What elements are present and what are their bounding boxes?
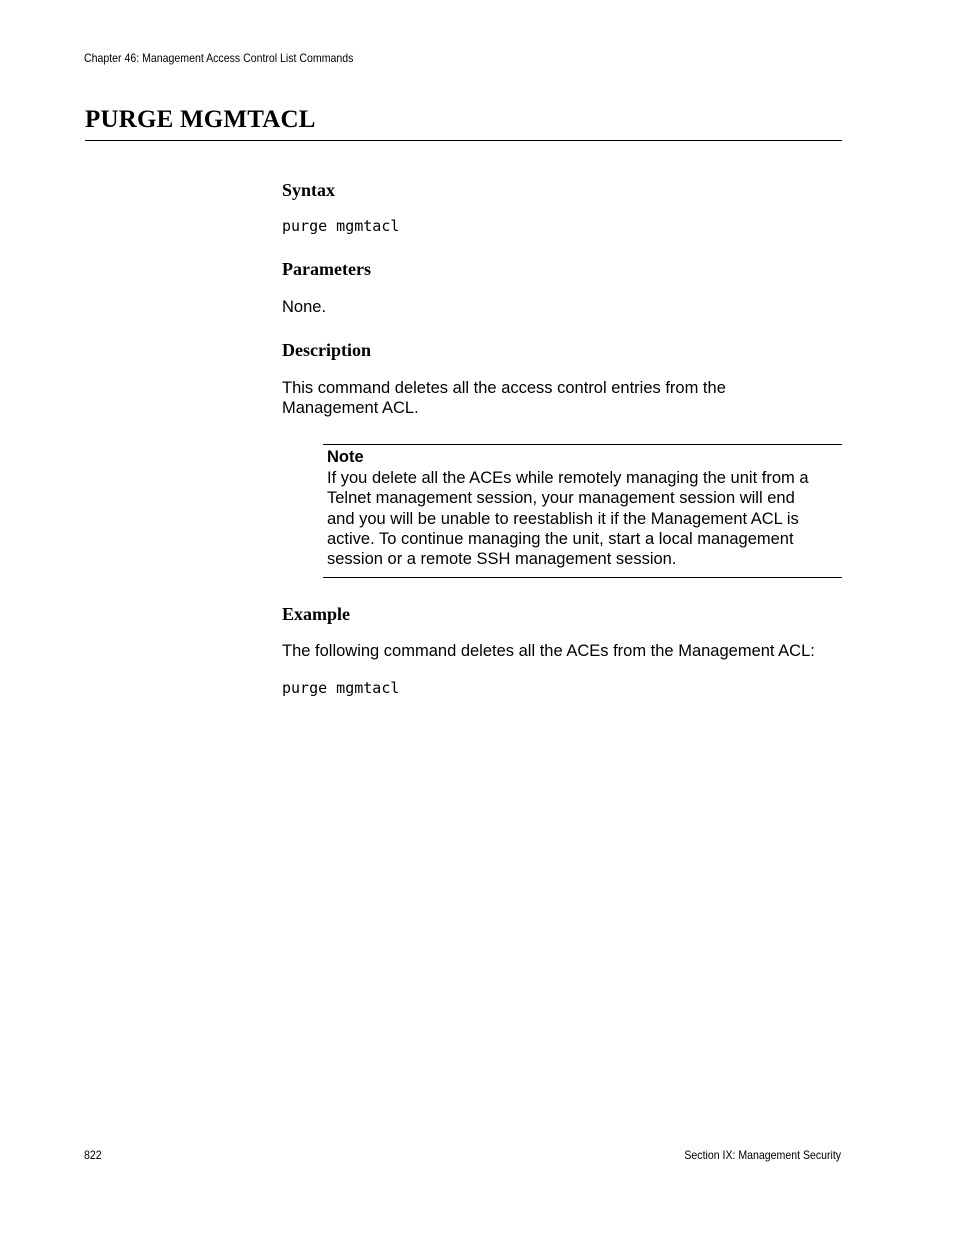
footer-section: Section IX: Management Security xyxy=(684,1148,841,1162)
note-line: session or a remote SSH management session. xyxy=(327,550,677,569)
description-line: This command deletes all the access control entries from the xyxy=(282,379,726,397)
page-number: 822 xyxy=(84,1148,102,1162)
example-text: The following command deletes all the ACEs from the Management ACL: xyxy=(282,642,815,660)
note-label: Note xyxy=(327,448,364,466)
example-heading: Example xyxy=(282,604,351,624)
note-line: If you delete all the ACEs while remotely managing the unit from a xyxy=(327,469,809,487)
page-title: PURGE MGMTACL xyxy=(85,106,316,133)
parameters-text: None. xyxy=(282,298,327,316)
running-header: Chapter 46: Management Access Control List Commands xyxy=(84,51,354,65)
title-rule xyxy=(85,140,842,141)
note-text xyxy=(327,468,837,569)
note-line: active. To continue managing the unit, start a local management xyxy=(327,529,794,548)
description-line: Management ACL. xyxy=(282,399,419,417)
description-text xyxy=(282,378,726,418)
description-heading: Description xyxy=(282,340,371,360)
parameters-heading: Parameters xyxy=(282,259,371,279)
syntax-code: purge mgmtacl xyxy=(282,217,400,235)
syntax-heading: Syntax xyxy=(282,180,336,200)
example-code: purge mgmtacl xyxy=(282,679,400,697)
note-line: and you will be unable to reestablish it if the Management ACL is xyxy=(327,509,799,528)
note-box xyxy=(323,444,842,578)
note-line: Telnet management session, your management session will end xyxy=(327,489,795,508)
